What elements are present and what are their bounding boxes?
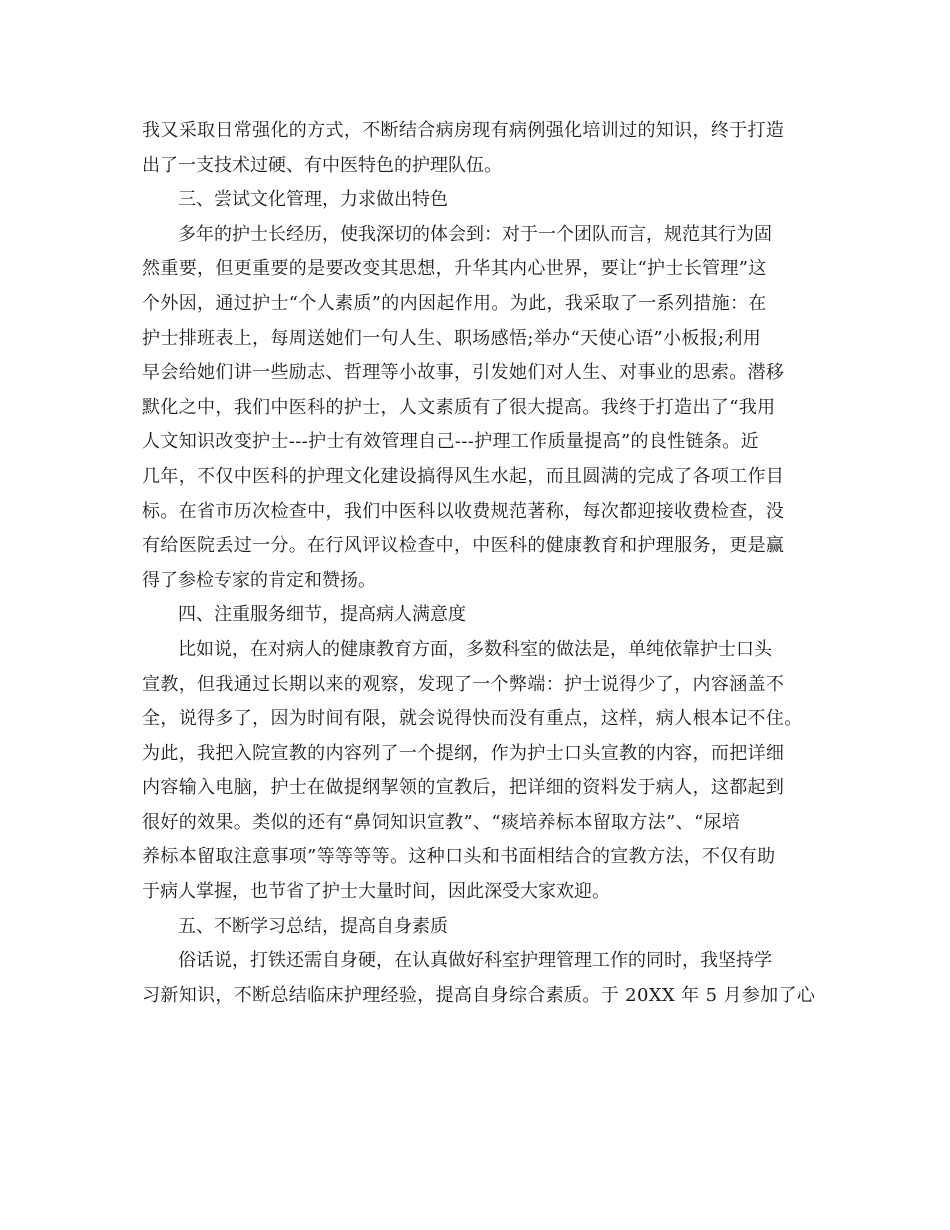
paragraph-line: 全，说得多了，因为时间有限，就会说得快而没有重点，这样，病人根本记不住。 [142, 708, 803, 730]
paragraph-line: 标。在省市历次检查中，我们中医科以收费规范著称，每次都迎接收费检查，没 [142, 500, 785, 522]
section-heading: 五、不断学习总结，提高自身素质 [178, 915, 448, 937]
paragraph-line: 出了一支技术过硬、有中医特色的护理队伍。 [142, 154, 502, 176]
paragraph-line: 几年，不仅中医科的护理文化建设搞得风生水起，而且圆满的完成了各项工作目 [142, 465, 785, 487]
paragraph-line: 为此，我把入院宣教的内容列了一个提纲，作为护士口头宣教的内容，而把详细 [142, 742, 785, 764]
paragraph-line: 个外因，通过护士“个人素质”的内因起作用。为此，我采取了一系列措施：在 [142, 292, 767, 314]
document-body [142, 114, 816, 1013]
paragraph-line: 人文知识改变护士---护士有效管理自己---护理工作质量提高”的良性链条。近 [142, 431, 759, 453]
paragraph-line: 早会给她们讲一些励志、哲理等小故事，引发她们对人生、对事业的思索。潜移 [142, 362, 785, 384]
paragraph-line: 护士排班表上，每周送她们一句人生、职场感悟;举办“天使心语”小板报;利用 [142, 327, 762, 349]
paragraph-line: 习新知识，不断总结临床护理经验，提高自身综合素质。于 20XX 年 5 月参加了心 [142, 984, 816, 1006]
section-heading: 三、尝试文化管理，力求做出特色 [178, 189, 448, 211]
paragraph-line: 很好的效果。类似的还有“鼻饲知识宣教”、“痰培养标本留取方法”、“尿培 [142, 811, 741, 833]
paragraph-line: 然重要，但更重要的是要改变其思想，升华其内心世界，要让“护士长管理”这 [142, 258, 767, 280]
paragraph-line: 宣教，但我通过长期以来的观察，发现了一个弊端：护士说得少了，内容涵盖不 [142, 673, 785, 695]
section-heading: 四、注重服务细节，提高病人满意度 [178, 604, 466, 626]
paragraph-line: 我又采取日常强化的方式，不断结合病房现有病例强化培训过的知识，终于打造 [142, 120, 785, 141]
paragraph-line: 于病人掌握，也节省了护士大量时间，因此深受大家欢迎。 [142, 881, 610, 903]
paragraph-line: 有给医院丢过一分。在行风评议检查中，中医科的健康教育和护理服务，更是赢 [142, 535, 785, 557]
paragraph-line: 养标本留取注意事项”等等等等。这种口头和书面相结合的宣教方法，不仅有助 [142, 846, 776, 868]
paragraph-line: 内容输入电脑，护士在做提纲挈领的宣教后，把详细的资料发于病人，这都起到 [142, 777, 785, 799]
paragraph-line: 默化之中，我们中医科的护士，人文素质有了很大提高。我终于打造出了“我用 [142, 396, 776, 418]
paragraph-line: 得了参检专家的肯定和赞扬。 [142, 569, 376, 591]
paragraph-line: 多年的护士长经历，使我深切的体会到：对于一个团队而言，规范其行为固 [178, 223, 772, 245]
paragraph-line: 比如说，在对病人的健康教育方面，多数科室的做法是，单纯依靠护士口头 [178, 638, 772, 660]
paragraph-line: 俗话说，打铁还需自身硬，在认真做好科室护理管理工作的同时，我坚持学 [178, 950, 772, 972]
